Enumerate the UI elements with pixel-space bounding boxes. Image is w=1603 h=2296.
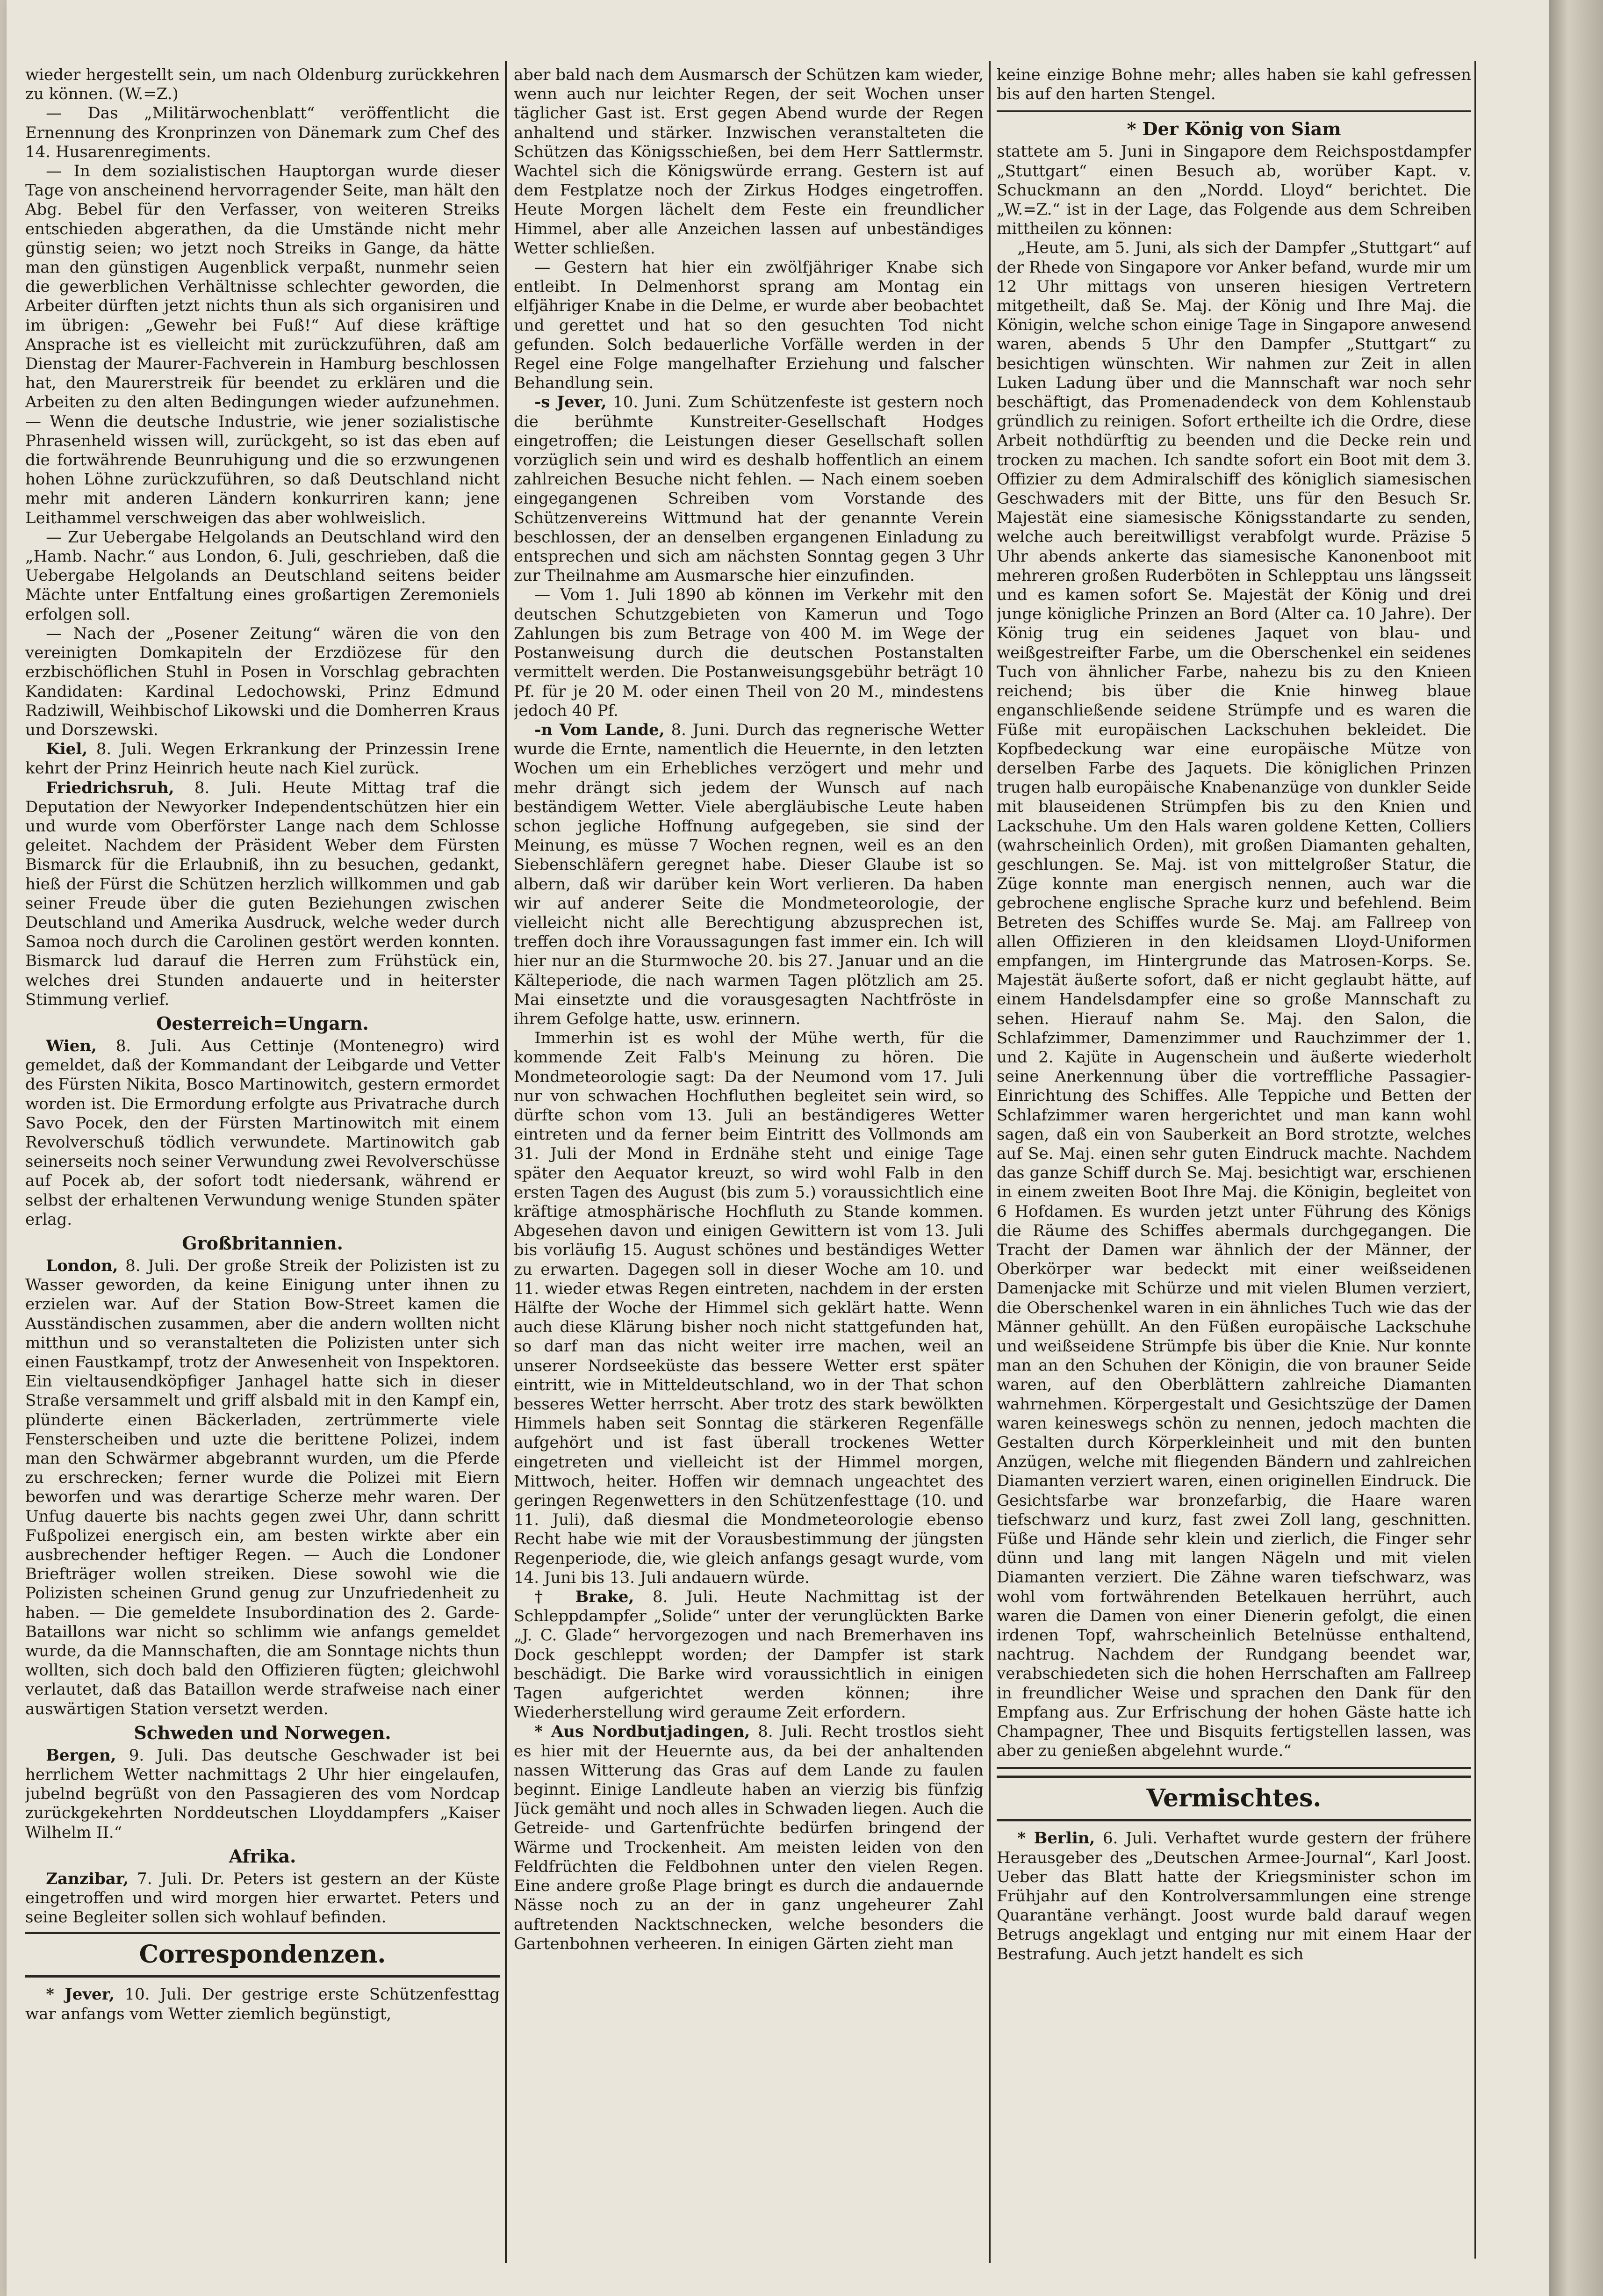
article-paragraph (997, 65, 1471, 104)
paragraph-text: 10. Juli. Der gestrige erste Schützenfesttag war anfangs vom Wetter ziemlich begünstigt, (25, 1985, 500, 2023)
paragraph-text: 8. Juli. Recht trostlos sieht es hier mit der Heuernte aus, da bei der anhaltenden nassen Witterung das Gras auf dem Lande zu faulen beginnt. Einige Landleute haben an vierzig bis fünfzig Jück gemäht und noch alles in Schwaden liegen. Auch die Getreide- und Gartenfrüchte bedürfen bringend der Wärme und Trockenheit. Am meisten leiden von den Feldfrüchten die Feldbohnen unter den vielen Regen. Eine andere große Plage bringt es durch die andauernde Nässe noch zu an der in ganz ungeheurer Zahl auftretenden Nacktschnecken, welche besonders die Gartenbohnen verheeren. In einigen Gärten zieht man (514, 1722, 984, 1953)
paragraph-text: stattete am 5. Juni in Singapore dem Reichspostdampfer „Stuttgart“ einen Besuch ab, worüber Kapt. v. Schuckmann an den „Nordd. Lloyd“ berichtet. Die „W.=Z.“ ist in der Lage, das Folgende aus dem Schreiben mittheilen zu können: (997, 142, 1471, 238)
section-heading: Schweden und Norwegen. (134, 1722, 391, 1743)
article-paragraph (997, 142, 1471, 238)
section-rule (997, 110, 1471, 112)
article-paragraph (514, 1029, 984, 1588)
article-paragraph (25, 1985, 500, 2023)
paragraph-text: — In dem sozialistischen Hauptorgan wurde dieser Tage von anscheinend hervorragender Seite, man hält den Abg. Bebel für den Verfasser, von weiteren Streiks entschieden abgerathen, da die Umstände nicht mehr günstig seien; wo jetzt noch Streiks in Gange, da hätte man den günstigen Augenblick verpaßt, nunmehr seien die gewerblichen Verhältnisse schlechter geworden, die Arbeiter dürften jetzt nichts thun als sich organisiren und im übrigen: „Gewehr bei Fuß!“ Auf diese kräftige Ansprache ist es vielleicht mit zurückzuführen, daß am Dienstag der Maurer-Fachverein in Hamburg beschlossen hat, den Maurerstreik für beendet zu erklären und die Arbeiten zu den alten Bedingungen wieder aufzunehmen. — Wenn die deutsche Industrie, wie jener sozialistische Phrasenheld wissen will, zurückgeht, so ist das eben auf die fortwährende Beunruhigung und die so erzwungenen hohen Löhne zurückzuführen, so daß Deutschland nicht mehr mit anderen Ländern konkurriren kann; jene Leithammel verschweigen das aber wohlweislich. (25, 162, 500, 527)
dateline: Wien, (46, 1036, 97, 1055)
article-paragraph (25, 1037, 500, 1229)
article-paragraph (514, 1588, 984, 1722)
section-heading: Oesterreich=Ungarn. (156, 1012, 369, 1034)
paragraph-text: Immerhin ist es wohl der Mühe werth, für die kommende Zeit Falb's Meinung zu hören. Die Mondmeteorologie sagt: Da der Neumond vom 17. Juli nur von schwachen Hochfluthen begleitet sein wird, so dürfte schon vom 13. Juli an beständigeres Wetter eintreten und da ferner beim Eintritt des Vollmonds am 31. Juli der Mond in Erdnähe steht und einige Tage später den Aequator kreuzt, so wird wohl Falb in den ersten Tagen des August (bis zum 5.) voraussichtlich eine kräftige atmosphärische Hochfluth zu Stande kommen. Abgesehen davon und einigen Gewittern ist vom 13. Juli bis vorläufig 15. August schönes und beständiges Wetter zu erwarten. Dagegen soll in dieser Woche am 10. und 11. wieder etwas Regen eintreten, nachdem in der ersten Hälfte der Woche der Himmel sich geklärt hatte. Wenn auch diese Klärung bisher noch nicht stattgefunden hat, so darf man das nicht weiter irre machen, weil an unserer Nordseeküste das bessere Wetter erst später eintritt, wie in Mitteldeutschland, wo in der That schon besseres Wetter herrscht. Aber trotz des stark bewölkten Himmels haben seit Sonntag die stärkeren Regenfälle aufgehört und ist fast überall trockenes Wetter eingetreten und vielleicht ist der Himmel morgen, Mittwoch, heiter. Hoffen wir demnach ungeachtet des geringen Regenwetters in den Schützenfesttage (10. und 11. Juli), daß diesmal die Mondmeteorologie ebenso Recht habe wie mit der Vorausbestimmung der jüngsten Regenperiode, die, wie gleich anfangs gesagt wurde, vom 14. Juni bis 13. Juli andauern würde. (514, 1029, 984, 1587)
paragraph-text: 8. Juli. Heute Nachmittag ist der Schleppdampfer „Solide“ unter der verunglückten Barke „J. C. Glade“ hervorgezogen und nach Bremerhaven ins Dock geschleppt worden; der Dampfer ist stark beschädigt. Die Barke wird voraussichtlich in einigen Tagen aufgerichtet werden können; ihre Wiederherstellung wird geraume Zeit erfordern. (514, 1588, 984, 1722)
column-1 (25, 65, 500, 2273)
dateline: * Berlin, (1017, 1829, 1095, 1848)
column-rule (989, 61, 991, 2263)
article-paragraph (25, 779, 500, 1010)
paragraph-text: „Heute, am 5. Juni, als sich der Dampfer „Stuttgart“ auf der Rhede von Singapore vor Anker befand, wurde mir um 12 Uhr mittags von unseren hiesigen Vertretern mitgetheilt, daß Se. Maj. der König und Ihre Maj. die Königin, welche schon einige Tage in Singapore anwesend waren, abends 5 Uhr den Dampfer „Stuttgart“ zu besichtigen wünschten. Wir nahmen zur Zeit in allen Luken Ladung über und die Mannschaft war noch sehr beschäftigt, das Promenadendeck von dem Kohlenstaub gründlich zu reinigen. Sofort ertheilte ich die Ordre, diese Arbeit nothdürftig zu beenden und die Decke rein und trocken zu machen. Ich sandte sofort ein Boot mit dem 3. Offizier zu dem Admiralschiff des königlich siamesischen Geschwaders mit der Bitte, uns für den Besuch Sr. Majestät eine siamesische Königsstandarte zu senden, welche auch bereitwilligst verabfolgt wurde. Präzise 5 Uhr abends ankerte das siamesische Kanonenboot mit mehreren großen Ruderböten in Schlepptau uns längsseit und es kamen sofort Se. Majestät der König und drei junge königliche Prinzen an Bord (Alter ca. 10 Jahre). Der König trug ein seidenes Jaquet von blau- und weißgestreifter Farbe, um die Oberschenkel ein seidenes Tuch von ähnlicher Farbe, nahezu bis zu den Knieen reichend; bis über die Knie hinweg blaue enganschließende seidene Strümpfe und es waren die Füße mit europäischen Lackschuhen bekleidet. Die Kopfbedeckung war eine europäische Mütze von derselben Farbe des Jaquets. Die königlichen Prinzen trugen halb europäische Knabenanzüge von dunkler Seide mit blauseidenen Strümpfen bis zu den Knien und Lackschuhe. Um den Hals waren goldene Ketten, Colliers (wahrscheinlich Orden), mit großen Diamanten gehalten, geschlungen. Se. Maj. ist von mittelgroßer Statur, die Züge konnte man energisch nennen, auch war die gebrochene englische Sprache kurz und befehlend. Beim Betreten des Schiffes wurde Se. Maj. am Fallreep von allen Offizieren in den kleidsamen Lloyd-Uniformen empfangen, im Hintergrunde das Matrosen-Korps. Se. Majestät äußerte sofort, daß er nicht geglaubt hätte, auf einem Handelsdampfer eine so große Mannschaft zu sehen. Hierauf nahm Se. Maj. den Salon, die Schlafzimmer, Damenzimmer und Rauchzimmer der 1. und 2. Kajüte in Augenschein und äußerte wiederholt seine Anerkennung über die vortreffliche Passagier-Einrichtung des Schiffes. Alle Teppiche und Betten der Schlafzimmer waren hergerichtet und man kann wohl sagen, daß ein von Sauberkeit an Bord strotzte, welches auf Se. Maj. einen sehr guten Eindruck machte. Nachdem das ganze Schiff durch Se. Maj. besichtigt war, erschienen in einem zweiten Boot Ihre Maj. die Königin, begleitet von 6 Hofdamen. Es wurden jetzt unter Führung des Königs die Räume des Schiffes abermals durchgegangen. Die Tracht der Damen war ähnlich der der Männer, der Oberkörper war bedeckt mit einer weißseidenen Damenjacke mit Schürze und mit vielen Blumen verziert, die Oberschenkel waren in ein ähnliches Tuch wie das der Männer gehüllt. An den Füßen europäische Lackschuhe und weißseidene Strümpfe bis über die Knie. Nur konnte man an den Schuhen der Königin, die von brauner Seide waren, auf den Oberblättern zahlreiche Diamanten wahrnehmen. Körpergestalt und Gesichtszüge der Damen waren keineswegs schön zu nennen, jedoch machten die Gestalten durch Körperkleinheit und mit den bunten Anzügen, welche mit fliegenden Bändern und zahlreichen Diamanten verziert waren, einen originellen Eindruck. Die Gesichtsfarbe war bronzefarbig, die Haare waren tiefschwarz und kurz, fast zwei Zoll lang, geschnitten. Füße und Hände sehr klein und zierlich, die Finger sehr dünn und lang mit langen Nägeln und mit vielen Diamanten verziert. Die Zähne waren tiefschwarz, was wohl vom fortwährenden Betelkauen herrührt, auch waren die Damen von einer Dienerin gefolgt, die einen irdenen Topf, wahrscheinlich Betelnüsse enthaltend, nachtrug. Nachdem der Rundgang beendet war, verabschiedeten sich die hohen Herrschaften am Fallreep in freundlicher Weise und sprachen den Dank für den Empfang aus. Zur Erfrischung der hohen Gäste hatte ich Champagner, Thee und Bisquits fertigstellen lassen, was aber zu genießen abgelehnt wurde.“ (997, 238, 1471, 1761)
paragraph-text: — Vom 1. Juli 1890 ab können im Verkehr mit den deutschen Schutzgebieten von Kamerun und Togo Zahlungen bis zum Betrage von 400 M. im Wege der Postanweisung durch die deutschen Postanstalten vermittelt werden. Die Postanweisungsgebühr beträgt 10 Pf. für je 20 M. oder einen Theil von 20 M., mindestens jedoch 40 Pf. (514, 585, 984, 720)
section-heading: Vermischtes. (997, 1776, 1471, 1821)
paragraph-text: 8. Juli. Der große Streik der Polizisten ist zu Wasser geworden, da keine Einigung unter ihnen zu erzielen war. Auf der Station Bow-Street kamen die Ausständischen zusammen, aber die andern wollten nicht mitthun und so veranstalteten die Polizisten unter sich einen Faustkampf, trotz der Anwesenheit von Inspektoren. Ein vieltausendköpfiger Janhagel hatte sich in dieser Straße versammelt und griff alsbald mit in den Kampf ein, plünderte einen Bäckerladen, zertrümmerte viele Fensterscheiben und uzte die berittene Polizei, indem man den Schwärmer abgebrannt wurden, um die Pferde zu erschrecken; ferner wurde die Polizei mit Eiern beworfen und was derartige Scherze mehr waren. Der Unfug dauerte bis nachts gegen zwei Uhr, dann schritt Fußpolizei energisch ein, am besten wirkte aber ein ausbrechender heftiger Regen. — Auch die Londoner Briefträger wollen streiken. Diese sowohl wie die Polizisten scheinen Grund genug zur Unzufriedenheit zu haben. — Die gemeldete Insubordination des 2. Garde-Bataillons war nicht so schlimm wie anfangs gemeldet wurde, da die Mannschaften, die am Sonntage nichts thun wollten, sich doch bald den Offizieren fügten; gleichwohl verlautet, daß das Bataillon werde strafweise nach einer auswärtigen Station versetzt werden. (25, 1256, 500, 1718)
paragraph-text: — Nach der „Posener Zeitung“ wären die von den vereinigten Domkapiteln der Erzdiözese für den erzbischöflichen Stuhl in Posen in Vorschlag gebrachten Kandidaten: Kardinal Ledochowski, Prinz Edmund Radziwill, Weihbischof Likowski und die Domherren Kraus und Dorszewski. (25, 624, 500, 739)
page-border (1474, 61, 1476, 2259)
paragraph-text: 7. Juli. Dr. Peters ist gestern an der Küste eingetroffen und wird morgen hier erwartet. Peters und seine Begleiter sollen sich wohlauf befinden. (25, 1869, 500, 1927)
article-paragraph (25, 104, 500, 162)
article-paragraph (25, 65, 500, 104)
dateline: Zanzibar, (46, 1869, 129, 1888)
paragraph-text: wieder hergestellt sein, um nach Oldenburg zurückkehren zu können. (W.=Z.) (25, 65, 500, 104)
page-edge (1549, 0, 1603, 2296)
article-paragraph (25, 740, 500, 778)
article-paragraph (25, 1256, 500, 1719)
paragraph-text: 9. Juli. Das deutsche Geschwader ist bei herrlichem Wetter nachmittags 2 Uhr hier eingelaufen, jubelnd begrüßt von den Passagieren des vom Nordcap zurückgekehrten Norddeutschen Lloyddampfers „Kaiser Wilhelm II.“ (25, 1746, 500, 1842)
dateline: † Brake, (534, 1588, 634, 1607)
article-paragraph (25, 624, 500, 740)
dateline: * Jever, (46, 1985, 115, 2004)
article-paragraph (25, 162, 500, 528)
paragraph-text: 8. Juli. Aus Cettinje (Montenegro) wird gemeldet, daß der Kommandant der Leibgarde und Vetter des Fürsten Nikita, Bosco Martinowitch, gestern ermordet worden ist. Die Ermordung erfolgte aus Privatrache durch Savo Pocek, den der Fürsten Martinowitch mit einem Revolverschuß tödlich verwundete. Martinowitch gab seinerseits noch seiner Verwundung zwei Revolverschüsse auf Pocek ab, der sofort todt niedersank, während er selbst der erhaltenen Verwundung wenige Stunden später erlag. (25, 1036, 500, 1229)
dateline: -s Jever, (534, 393, 607, 412)
section-heading: Großbritannien. (182, 1232, 343, 1254)
paragraph-text: — Zur Uebergabe Helgolands an Deutschland wird den „Hamb. Nachr.“ aus London, 6. Juli, geschrieben, daß die Uebergabe Helgolands an Deutschland seitens beider Mächte unter Entfaltung eines großartigen Zeremoniels erfolgen soll. (25, 527, 500, 624)
article-paragraph (514, 585, 984, 720)
paragraph-text: — Das „Militärwochenblatt“ veröffentlicht die Ernennung des Kronprinzen von Dänemark zum Chef des 14. Husarenregiments. (25, 104, 500, 161)
article-paragraph (514, 393, 984, 585)
section-heading: Correspondenzen. (25, 1932, 500, 1978)
article-paragraph (25, 1746, 500, 1842)
paragraph-text: 8. Juni. Durch das regnerische Wetter wurde die Ernte, namentlich die Heuernte, in den letzten Wochen um ein Erhebliches verzögert und mehr und mehr drängt sich jedem der Wunsch auf nach beständigem Wetter. Viele abergläubische Leute haben schon jegliche Hoffnung aufgegeben, sie sind der Meinung, es müsse 7 Wochen regnen, weil es an den Siebenschläfern geregnet habe. Dieser Glaube ist so albern, daß wir darüber kein Wort verlieren. Da haben wir auf anderer Seite die Mondmeteorologie, der vielleicht nicht alle Berechtigung abzusprechen ist, treffen doch ihre Voraussagungen fast immer ein. Ich will hier nur an die Sturmwoche 20. bis 27. Januar und an die Kälteperiode, die nach warmen Tagen plötzlich am 25. Mai einsetzte und die vorausgesagten Nachtfröste in ihrem Gefolge hatte, usw. erinnern. (514, 720, 984, 1028)
paragraph-text: 6. Juli. Verhaftet wurde gestern der frühere Herausgeber des „Deutschen Armee-Journal“, Karl Joost. Ueber das Blatt hatte der Kriegsminister schon im Frühjahr auf den Kontrolversammlungen eine strenge Quarantäne verhängt. Joost wurde bald darauf wegen Betrugs angeklagt und entging nur mit einem Haar der Bestrafung. Auch jetzt handelt es sich (997, 1829, 1471, 1964)
dateline: London, (46, 1256, 118, 1275)
paragraph-text: 8. Juli. Heute Mittag traf die Deputation der Newyorker Independentschützen hier ein und wurde vom Oberförster Lange nach dem Schlosse geleitet. Nachdem der Präsident Weber dem Fürsten Bismarck für die Erlaubniß, ihn zu besuchen, gedankt, hieß der Fürst die Schützen herzlich willkommen und gab seiner Freude über die guten Beziehungen zwischen Deutschland und Amerika Ausdruck, welche weder durch Samoa noch durch die Carolinen gestört werden konnten. Bismarck lud darauf die Herren zum Frühstück ein, welches drei Stunden andauerte und in heiterster Stimmung verlief. (25, 778, 500, 1009)
dateline: * Aus Nordbutjadingen, (534, 1722, 750, 1741)
column-2 (514, 65, 984, 2273)
paragraph-text: aber bald nach dem Ausmarsch der Schützen kam wieder, wenn auch nur leichter Regen, der seit Wochen unser täglicher Gast ist. Erst gegen Abend wurde der Regen anhaltend und stärker. Inzwischen veranstalteten die Schützen das Königsschießen, bei dem Herr Sattlermstr. Wachtel sich die Königswürde errang. Gestern ist auf dem Festplatze noch der Zirkus Hodges eingetroffen. Heute Morgen lächelt dem Feste ein freundlicher Himmel, aber alle Anzeichen lassen auf unbeständiges Wetter schließen. (514, 65, 984, 258)
column-rule (505, 61, 507, 2263)
paragraph-text: 10. Juni. Zum Schützenfeste ist gestern noch die berühmte Kunstreiter-Gesellschaft Hodges eingetroffen; die Leistungen dieser Gesellschaft sollen vorzüglich sein und wird es deshalb hoffentlich an einem zahlreichen Besuche nicht fehlen. — Nach einem soeben eingegangenen Schreiben vom Vorstande des Schützenvereins Wittmund hat der genannte Verein beschlossen, der an denselben ergangenen Einladung zu entsprechen und sich am nächsten Sonntag gegen 3 Uhr zur Theilnahme am Ausmarsche hier einzufinden. (514, 393, 984, 585)
paragraph-text: 8. Juli. Wegen Erkrankung der Prinzessin Irene kehrt der Prinz Heinrich heute nach Kiel zurück. (25, 740, 500, 778)
article-paragraph (514, 65, 984, 258)
newspaper-page (7, 0, 1549, 2296)
dateline: Bergen, (46, 1746, 116, 1765)
article-paragraph (25, 528, 500, 624)
article-paragraph (997, 1829, 1471, 1964)
article-paragraph (514, 721, 984, 1029)
article-paragraph (514, 258, 984, 393)
section-rule (997, 1767, 1471, 1769)
section-heading: * Der König von Siam (1127, 118, 1341, 140)
paragraph-text: — Gestern hat hier ein zwölfjähriger Knabe sich entleibt. In Delmenhorst sprang am Montag ein elfjähriger Knabe in die Delme, er wurde aber beobachtet und gerettet und hat so den gesuchten Tod nicht gefunden. Solch bedauerliche Vorfälle werden in der Regel eine Folge mangelhafter Erziehung und falscher Behandlung sein. (514, 258, 984, 393)
article-paragraph (25, 1870, 500, 1928)
column-3 (997, 65, 1471, 2273)
dateline: Friedrichsruh, (46, 778, 174, 797)
article-paragraph (514, 1722, 984, 1953)
dateline: Kiel, (46, 740, 88, 759)
dateline: -n Vom Lande, (534, 720, 665, 739)
section-heading: Afrika. (229, 1845, 296, 1867)
article-paragraph (997, 238, 1471, 1761)
paragraph-text: keine einzige Bohne mehr; alles haben sie kahl gefressen bis auf den harten Stengel. (997, 65, 1471, 104)
